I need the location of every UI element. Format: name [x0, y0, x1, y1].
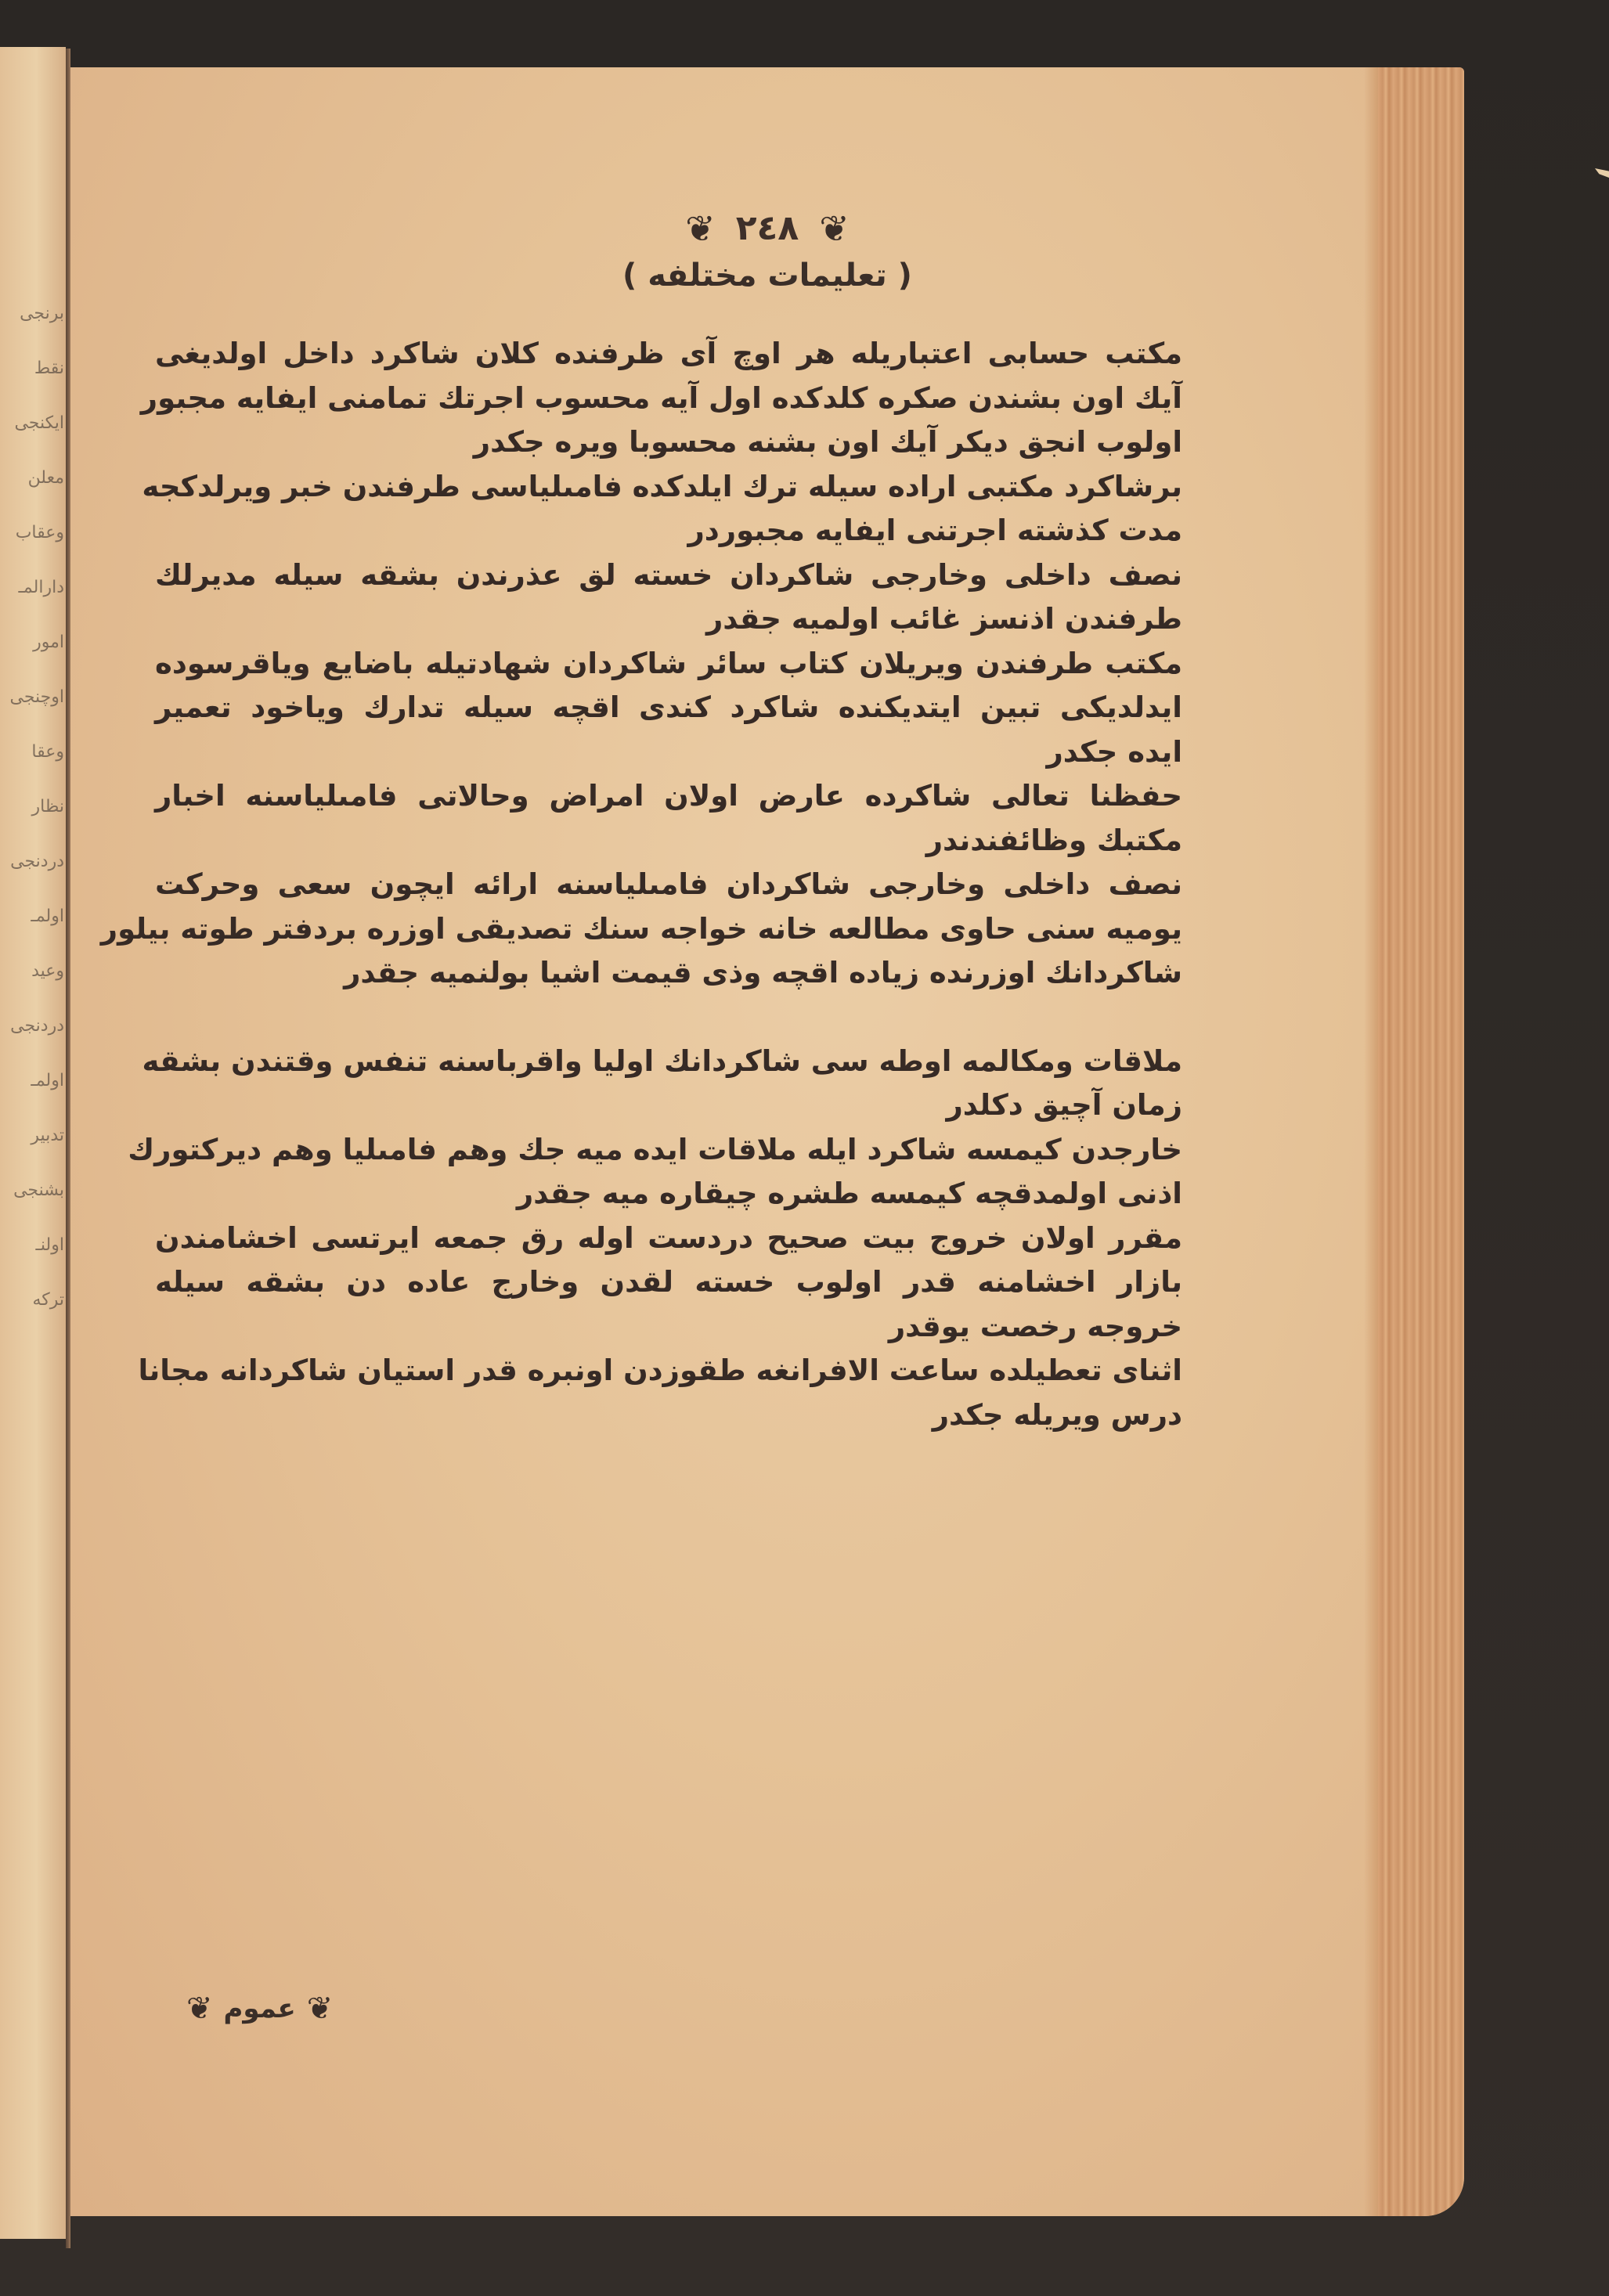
facing-fragment: وعقاب	[15, 523, 64, 542]
facing-fragment: بشنجى	[13, 1180, 64, 1200]
text-line: اثناى تعطيلده ساعت الافرانغه طقوزدن اونبره قدر استيان شاكردانه مجانا	[138, 1353, 1182, 1387]
facing-fragment: دردنجى	[10, 852, 64, 871]
facing-page-text-fragments	[2, 305, 64, 1346]
page-edges	[1378, 67, 1464, 2216]
text-line: شاكردانك اوزرنده زياده اقچه وذى قيمت اشيا بولنميه جقدر	[344, 956, 1182, 989]
body-text	[100, 332, 1182, 1437]
facing-fragment: معلن	[27, 468, 64, 488]
text-line: برشاكرد مكتبى اراده سيله ترك ايلدكده فامىلياسى طرفندن خبر ويرلدكجه	[142, 469, 1182, 503]
text-line: ملاقات ومكالمه اوطه سى شاكردانك اوليا واقرباسنه تنفس وقتندن بشقه	[142, 1043, 1182, 1078]
facing-fragment: نقط	[34, 359, 64, 378]
text-line: خارجدن كيمسه شاكرد ايله ملاقات ايده ميه جك وهم فامىليا وهم ديركتورك	[128, 1132, 1182, 1166]
text-line: درس ويريله جكدر	[932, 1397, 1182, 1432]
facing-fragment: وعيد	[31, 961, 64, 981]
text-line: نصف داخلى وخارجى شاكردان فامىلياسنه ارائه ايچون سعى وحركت	[155, 867, 1182, 901]
facing-fragment: دارالمـ	[18, 578, 64, 597]
floral-ornament-icon: ❦	[685, 207, 716, 250]
text-line: مقرر اولان خروج بيت صحيح دردست اوله رق جمعه ايرتسى اخشامندن	[155, 1220, 1182, 1255]
footer-signature-mark	[186, 1991, 334, 2027]
facing-fragment: اولمـ	[31, 1071, 64, 1090]
page-number: ٢٤٨	[735, 208, 799, 248]
text-line: طرفندن اذنسز غائب اولميه جقدر	[705, 602, 1182, 636]
floral-ornament-icon: ❦	[819, 207, 850, 250]
text-line: زمان آچيق دكلدر	[946, 1088, 1182, 1122]
facing-fragment: تدبير	[31, 1126, 64, 1145]
text-line: مدت كذشته اجرتنى ايفايه مجبوردر	[687, 514, 1182, 547]
facing-fragment: نظار	[31, 797, 64, 816]
text-line: آيك اون بشندن صكره كلدكده اول آيه محسوب اجرتك تمامنى ايفايه مجبور	[140, 380, 1182, 415]
facing-fragment: برنجى	[20, 304, 64, 323]
floral-ornament-icon: ❦	[186, 1991, 213, 2027]
facing-fragment: امور	[33, 633, 64, 652]
text-line: نصف داخلى وخارجى شاكردان خسته لق عذرندن بشقه سيله مديرلك	[155, 557, 1182, 592]
text-line: مكتب طرفندن ويريلان كتاب سائر شاكردان شهادتيله باضايع وياقرسوده	[155, 646, 1182, 680]
text-line: اذنى اولمدقچه كيمسه طشره چيقاره ميه جقدر	[516, 1177, 1182, 1210]
text-line: مكتب حسابى اعتباريله هر اوچ آى ظرفنده كلان شاكرد داخل اولديغى	[155, 337, 1182, 370]
text-line: خروجه رخصت يوقدر	[888, 1309, 1182, 1343]
page-header	[70, 208, 1464, 294]
section-title: ( تعليمات مختلفه )	[622, 258, 912, 294]
facing-fragment: اولنـ	[35, 1235, 64, 1255]
facing-fragment: ايكنجى	[14, 413, 64, 433]
text-line: حفظنا تعالى شاكرده عارض اولان امراض وحالاتى فامىلياسنه اخبار	[155, 779, 1182, 813]
text-line: مكتبك وظائفندندر	[925, 823, 1182, 857]
facing-fragment: وعقا	[31, 742, 64, 762]
facing-fragment: تركه	[32, 1290, 64, 1310]
text-line: ايدلديكى تبين ايتديكنده شاكرد كندى اقچه سيله تدارك وياخود تعمير	[155, 690, 1182, 724]
text-line: بازار اخشامنه قدر اولوب خسته لقدن وخارج عاده دن بشقه سيله	[155, 1265, 1182, 1299]
floral-ornament-icon: ❦	[306, 1991, 334, 2027]
text-line: اولوب انجق ديكر آيك اون بشنه محسوبا ويره جكدر	[473, 425, 1182, 459]
text-line: ايده جكدر	[1046, 734, 1182, 769]
paragraph-gap	[155, 996, 1182, 1040]
signature-word: عموم	[223, 1993, 296, 2024]
facing-fragment: اوچنجى	[9, 687, 64, 707]
facing-page-left	[0, 47, 66, 2239]
book-page	[70, 67, 1464, 2216]
text-line: يوميه سنى حاوى مطالعه خانه خواجه سنك تصديقى اوزره بردفتر طوته بيلور	[100, 911, 1182, 946]
facing-fragment: دردنجى	[10, 1016, 64, 1036]
facing-fragment: اولمـ	[31, 907, 64, 926]
page-number-row	[685, 208, 850, 248]
